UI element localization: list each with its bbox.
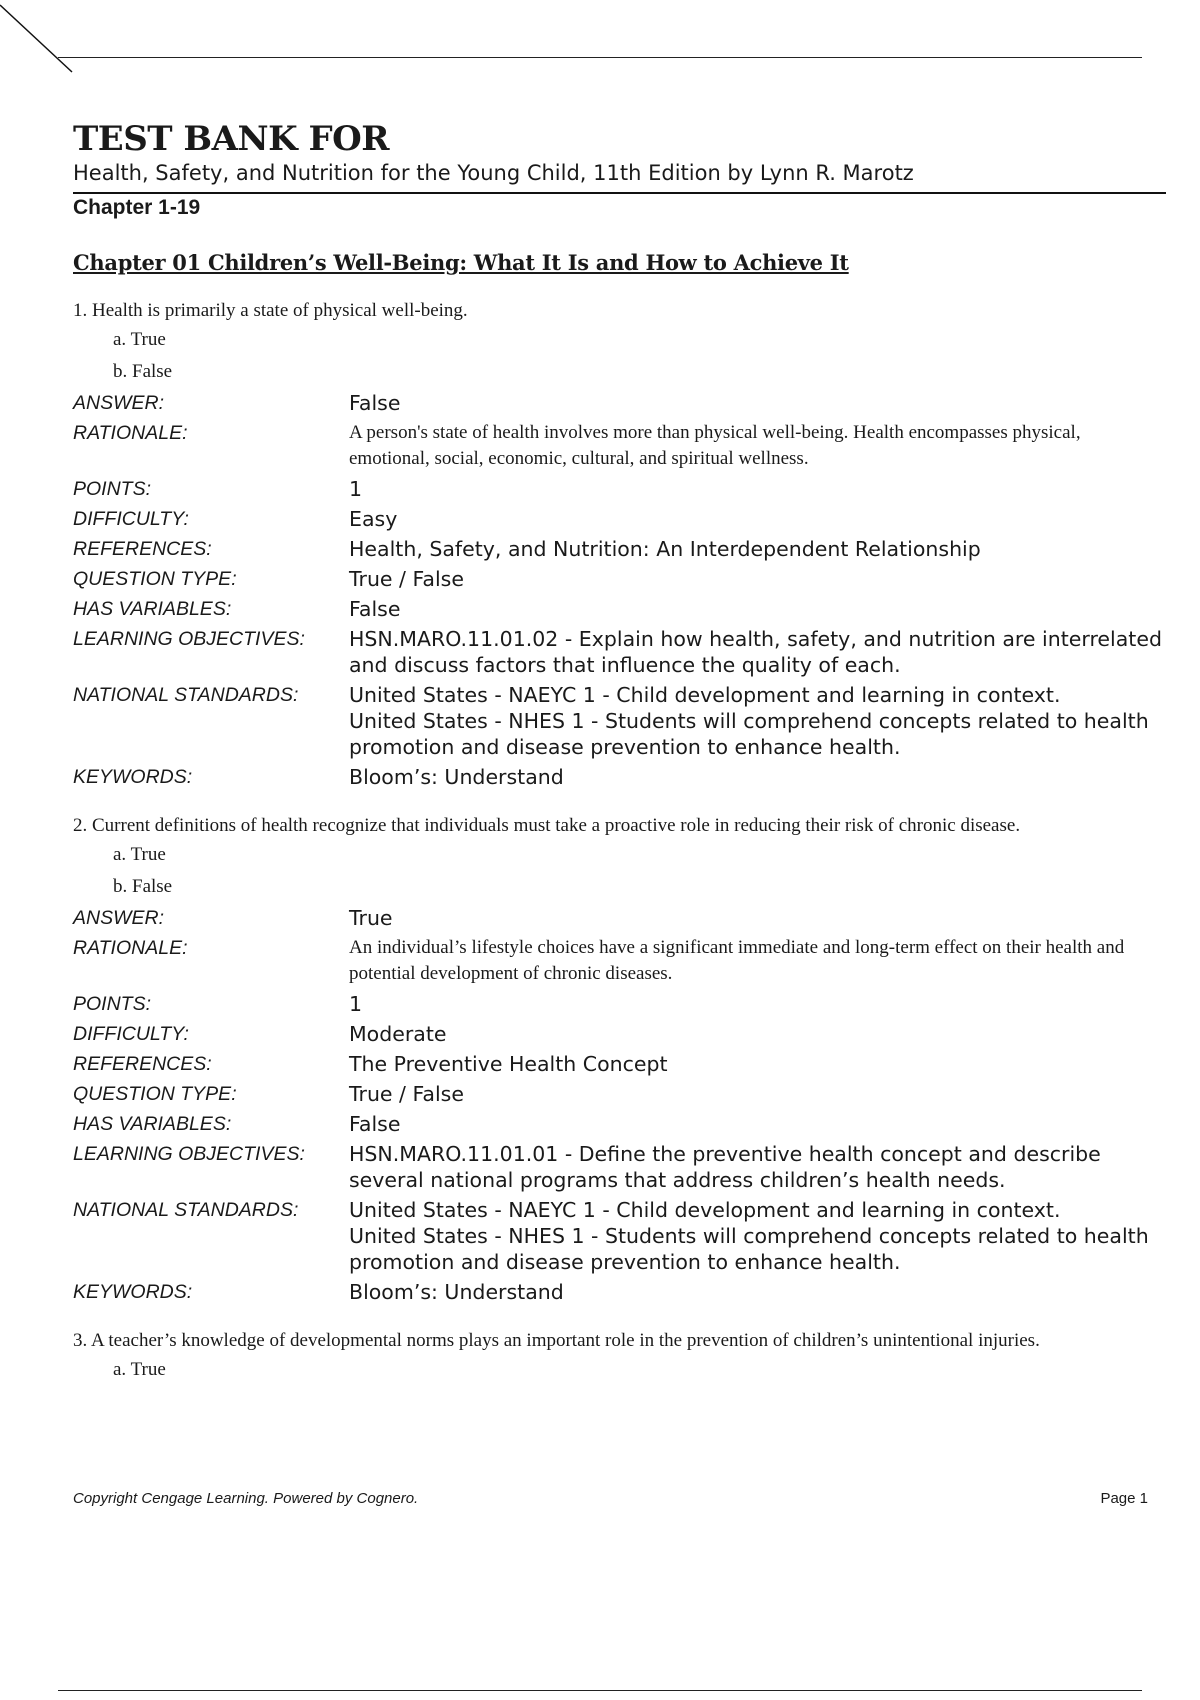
difficulty-value: Easy	[349, 507, 398, 531]
learning-objectives-value: HSN.MARO.11.01.01 - Define the preventive health concept and describe several national programs that address children’s health needs.	[349, 1142, 1101, 1192]
rationale-row	[73, 933, 1166, 989]
national-standard: United States - NHES 1 - Students will comprehend concepts related to health promotion and disease prevention to enhance health.	[349, 1224, 1149, 1274]
option-b: b. False	[113, 876, 173, 897]
rationale-value: An individual’s lifestyle choices have a significant immediate and long-term effect on their health and potential development of chronic diseases.	[349, 937, 1125, 984]
keywords-value: Bloom’s: Understand	[349, 765, 564, 789]
difficulty-row	[73, 504, 1166, 534]
national-standards-value	[349, 1197, 1166, 1275]
option-b: b. False	[113, 361, 173, 382]
points-value: 1	[349, 477, 363, 501]
references-row	[73, 534, 1166, 564]
question-type-label: QUESTION TYPE:	[73, 1083, 237, 1105]
chapter-heading: Chapter 01 Children’s Well-Being: What It Is and How to Achieve It	[73, 250, 849, 275]
points-row	[73, 989, 1166, 1019]
national-standards-label: NATIONAL STANDARDS:	[73, 684, 299, 706]
answer-label: ANSWER:	[73, 392, 165, 414]
national-standards-row	[73, 1195, 1166, 1277]
answer-value: False	[349, 391, 401, 415]
has-variables-row	[73, 1109, 1166, 1139]
answer-row	[73, 903, 1166, 933]
question-1	[73, 297, 1166, 792]
question-type-row	[73, 564, 1166, 594]
references-value: Health, Safety, and Nutrition: An Interdependent Relationship	[349, 537, 981, 561]
question-3	[73, 1327, 1166, 1386]
option-a: a. True	[113, 329, 166, 350]
rationale-label: RATIONALE:	[73, 937, 188, 959]
national-standards-value	[349, 682, 1166, 760]
question-type-value: True / False	[349, 567, 464, 591]
references-row	[73, 1049, 1166, 1079]
has-variables-row	[73, 594, 1166, 624]
references-value: The Preventive Health Concept	[349, 1052, 668, 1076]
national-standard: United States - NHES 1 - Students will comprehend concepts related to health promotion and disease prevention to enhance health.	[349, 709, 1149, 759]
question-stem: 3. A teacher’s knowledge of developmental norms plays an important role in the prevention of children’s unintentional injuries.	[73, 1330, 1040, 1351]
learning-objectives-row	[73, 624, 1166, 680]
rationale-label: RATIONALE:	[73, 422, 188, 444]
points-label: POINTS:	[73, 478, 152, 500]
has-variables-value: False	[349, 597, 401, 621]
keywords-value: Bloom’s: Understand	[349, 1280, 564, 1304]
has-variables-label: HAS VARIABLES:	[73, 1113, 232, 1135]
doc-subtitle: Health, Safety, and Nutrition for the Young Child, 11th Edition by Lynn R. Marotz	[73, 161, 914, 185]
answer-row	[73, 388, 1166, 418]
footer-copyright: Copyright Cengage Learning. Powered by Cognero.	[73, 1490, 419, 1507]
corner-mark	[0, 0, 80, 80]
question-2	[73, 812, 1166, 1307]
rationale-value: A person's state of health involves more than physical well-being. Health encompasses physical, emotional, social, economic, cultural, and spiritual wellness.	[349, 422, 1081, 469]
learning-objectives-label: LEARNING OBJECTIVES:	[73, 1143, 305, 1165]
question-stem: 2. Current definitions of health recognize that individuals must take a proactive role in reducing their risk of chronic disease.	[73, 815, 1021, 836]
points-value: 1	[349, 992, 363, 1016]
learning-objectives-value: HSN.MARO.11.01.02 - Explain how health, safety, and nutrition are interrelated and discuss factors that influence the quality of each.	[349, 627, 1162, 677]
national-standards-row	[73, 680, 1166, 762]
rationale-row	[73, 418, 1166, 474]
points-row	[73, 474, 1166, 504]
question-type-row	[73, 1079, 1166, 1109]
learning-objectives-row	[73, 1139, 1166, 1195]
national-standard: United States - NAEYC 1 - Child development and learning in context.	[349, 683, 1061, 707]
has-variables-value: False	[349, 1112, 401, 1136]
keywords-row	[73, 762, 1166, 792]
difficulty-row	[73, 1019, 1166, 1049]
national-standards-label: NATIONAL STANDARDS:	[73, 1199, 299, 1221]
answer-label: ANSWER:	[73, 907, 165, 929]
option-a: a. True	[113, 844, 166, 865]
option-a: a. True	[113, 1359, 166, 1380]
page-number: Page 1	[1100, 1490, 1148, 1507]
question-stem: 1. Health is primarily a state of physical well-being.	[73, 300, 468, 321]
keywords-label: KEYWORDS:	[73, 1281, 193, 1303]
points-label: POINTS:	[73, 993, 152, 1015]
answer-value: True	[349, 906, 393, 930]
bottom-rule	[58, 1690, 1142, 1691]
question-type-value: True / False	[349, 1082, 464, 1106]
has-variables-label: HAS VARIABLES:	[73, 598, 232, 620]
difficulty-label: DIFFICULTY:	[73, 508, 189, 530]
question-type-label: QUESTION TYPE:	[73, 568, 237, 590]
keywords-label: KEYWORDS:	[73, 766, 193, 788]
doc-title: TEST BANK FOR	[73, 119, 390, 159]
top-rule	[58, 57, 1142, 58]
national-standard: United States - NAEYC 1 - Child development and learning in context.	[349, 1198, 1061, 1222]
page-footer	[73, 1490, 1148, 1507]
learning-objectives-label: LEARNING OBJECTIVES:	[73, 628, 305, 650]
difficulty-value: Moderate	[349, 1022, 447, 1046]
chapter-range: Chapter 1-19	[73, 196, 201, 219]
keywords-row	[73, 1277, 1166, 1307]
references-label: REFERENCES:	[73, 1053, 212, 1075]
difficulty-label: DIFFICULTY:	[73, 1023, 189, 1045]
document-page	[73, 118, 1166, 1386]
references-label: REFERENCES:	[73, 538, 212, 560]
